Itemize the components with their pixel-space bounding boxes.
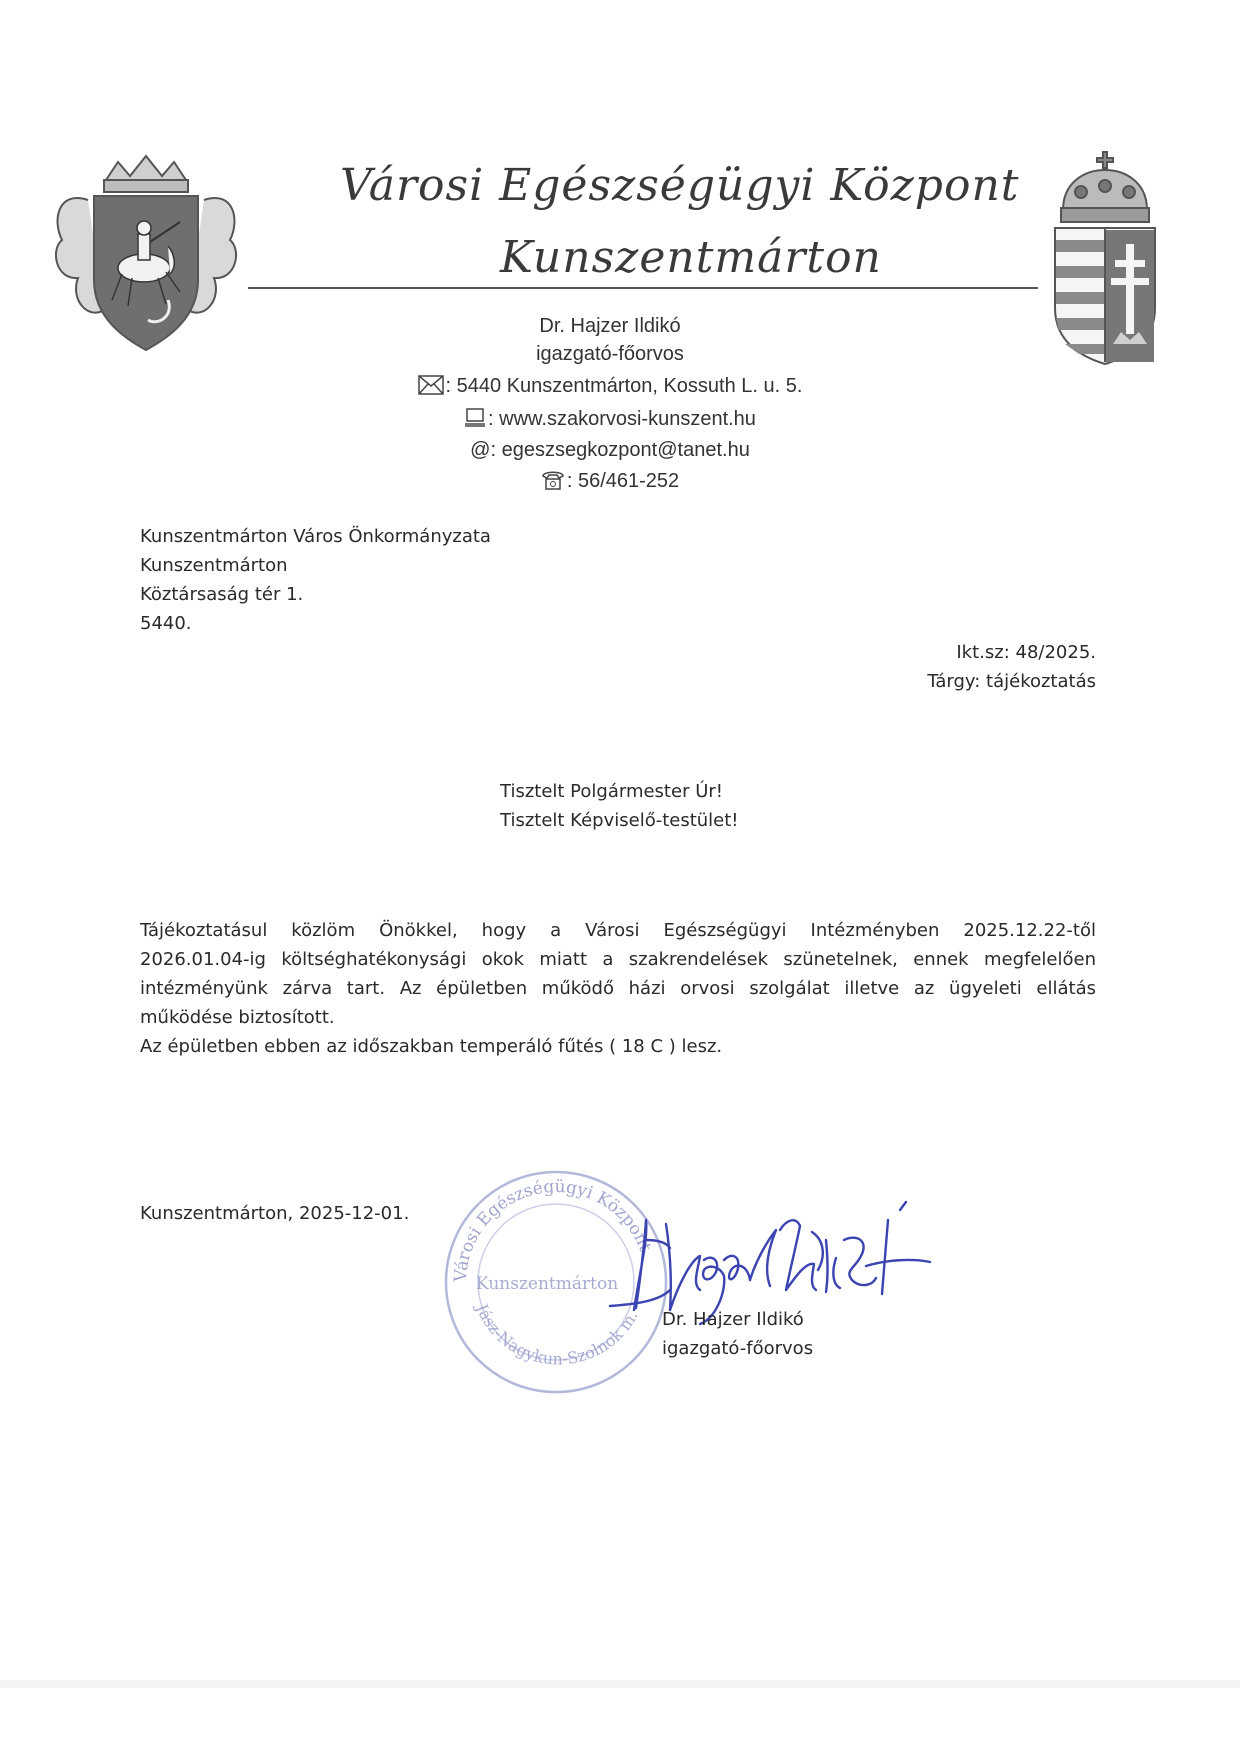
reference-subject: Tárgy: tájékoztatás [927, 671, 1096, 692]
body-line: működése biztosított. [140, 1007, 335, 1028]
recipient-line-2: Kunszentmárton [140, 555, 288, 576]
address-text: : 5440 Kunszentmárton, Kossuth L. u. 5. [445, 375, 803, 397]
telephone-icon [541, 470, 565, 490]
phone-line [360, 467, 860, 495]
email-line [360, 436, 860, 464]
computer-icon [464, 408, 486, 428]
body-paragraph [140, 916, 1096, 1061]
town-coat-of-arms [48, 150, 244, 356]
stamp-center-text: Kunszentmárton [476, 1274, 619, 1294]
recipient-line-4: 5440. [140, 613, 192, 634]
website-text: : www.szakorvosi-kunszent.hu [488, 408, 756, 430]
website-line [360, 405, 860, 433]
recipient-line-1: Kunszentmárton Város Önkormányzata [140, 526, 491, 547]
signer-title: igazgató-főorvos [662, 1338, 814, 1359]
recipient-line-3: Köztársaság tér 1. [140, 584, 304, 605]
director-title: igazgató-főorvos [536, 343, 684, 365]
body-line: 2026.01.04-ig költséghatékonysági okok miatt a szakrendelések szünetelnek, ennek megfelelően [140, 949, 1096, 970]
salutation-line-1: Tisztelt Polgármester Úr! [500, 781, 723, 802]
reference-number: Ikt.sz: 48/2025. [956, 642, 1096, 663]
scan-edge [0, 1680, 1240, 1688]
signer-name: Dr. Hajzer Ildikó [662, 1309, 804, 1330]
phone-text: : 56/461-252 [566, 470, 680, 492]
institution-name: Városi Egészségügyi Központ [340, 160, 1020, 211]
stamp-bottom-text: Jász-Nagykun-Szolnok m. [472, 1301, 642, 1369]
email-text: @: egeszsegkozpont@tanet.hu [470, 439, 750, 461]
stamp-ring-text: Városi Egészségügyi Központ [450, 1176, 656, 1283]
signer-block [662, 1305, 813, 1363]
header-divider [248, 287, 1038, 289]
director-name: Dr. Hajzer Ildikó [539, 315, 681, 337]
body-line: Az épületben ebben az időszakban temperáló fűtés ( 18 C ) lesz. [140, 1036, 723, 1057]
national-coat-of-arms [1045, 148, 1165, 366]
body-line: intézményünk zárva tart. Az épületben működő házi orvosi szolgálat illetve az ügyeleti ellátás [140, 978, 1096, 999]
envelope-icon [418, 375, 444, 395]
salutation-line-2: Tisztelt Képviselő-testület! [500, 810, 739, 831]
place-date: Kunszentmárton, 2025-12-01. [140, 1203, 410, 1224]
institution-city: Kunszentmárton [500, 232, 882, 283]
address-line [360, 372, 860, 400]
body-line: Tájékoztatásul közlöm Önökkel, hogy a Városi Egészségügyi Intézményben 2025.12.22-től [140, 920, 1096, 941]
